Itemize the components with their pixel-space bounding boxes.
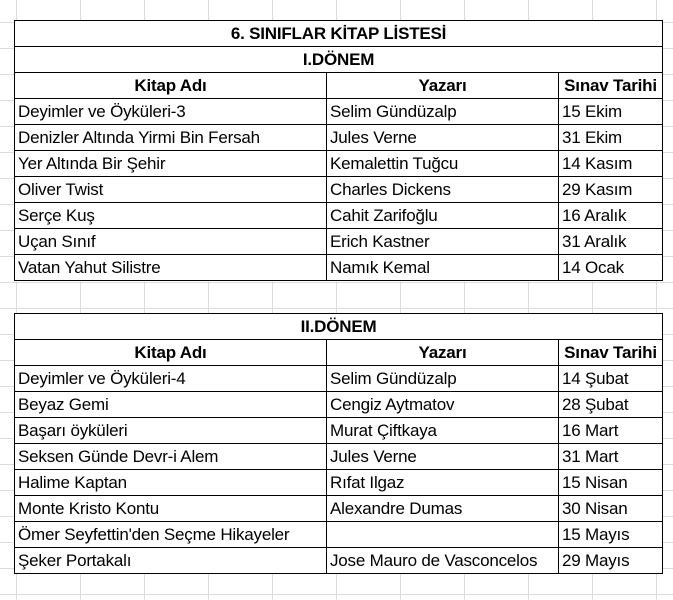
book-cell[interactable]: Oliver Twist bbox=[15, 177, 327, 203]
author-cell[interactable]: Selim Gündüzalp bbox=[327, 99, 559, 125]
term-1-heading[interactable]: I.DÖNEM bbox=[15, 47, 663, 73]
table-row bbox=[15, 151, 663, 177]
exam-date-cell[interactable]: 16 Mart bbox=[559, 418, 663, 444]
book-cell[interactable]: Deyimler ve Öyküleri-3 bbox=[15, 99, 327, 125]
author-cell[interactable]: Rıfat Ilgaz bbox=[327, 470, 559, 496]
author-cell[interactable]: Jules Verne bbox=[327, 125, 559, 151]
header-row bbox=[15, 73, 663, 99]
term-2-table bbox=[14, 313, 663, 574]
exam-date-cell[interactable]: 30 Nisan bbox=[559, 496, 663, 522]
term-row bbox=[15, 314, 663, 340]
table-row bbox=[15, 366, 663, 392]
exam-date-cell[interactable]: 31 Aralık bbox=[559, 229, 663, 255]
book-cell[interactable]: Yer Altında Bir Şehir bbox=[15, 151, 327, 177]
author-cell[interactable]: Charles Dickens bbox=[327, 177, 559, 203]
book-cell[interactable]: Şeker Portakalı bbox=[15, 548, 327, 574]
book-cell[interactable]: Uçan Sınıf bbox=[15, 229, 327, 255]
book-cell[interactable]: Denizler Altında Yirmi Bin Fersah bbox=[15, 125, 327, 151]
exam-date-cell[interactable]: 16 Aralık bbox=[559, 203, 663, 229]
exam-date-cell[interactable]: 14 Ocak bbox=[559, 255, 663, 281]
header-book[interactable]: Kitap Adı bbox=[15, 73, 327, 99]
author-cell[interactable]: Cahit Zarifoğlu bbox=[327, 203, 559, 229]
author-cell[interactable]: Erich Kastner bbox=[327, 229, 559, 255]
book-cell[interactable]: Vatan Yahut Silistre bbox=[15, 255, 327, 281]
author-cell[interactable]: Cengiz Aytmatov bbox=[327, 392, 559, 418]
header-author[interactable]: Yazarı bbox=[327, 340, 559, 366]
header-exam-date[interactable]: Sınav Tarihi bbox=[559, 73, 663, 99]
term-row bbox=[15, 47, 663, 73]
exam-date-cell[interactable]: 14 Şubat bbox=[559, 366, 663, 392]
author-cell[interactable]: Jules Verne bbox=[327, 444, 559, 470]
table-row bbox=[15, 125, 663, 151]
author-cell[interactable]: Namık Kemal bbox=[327, 255, 559, 281]
exam-date-cell[interactable]: 29 Kasım bbox=[559, 177, 663, 203]
exam-date-cell[interactable]: 15 Ekim bbox=[559, 99, 663, 125]
title-row bbox=[15, 21, 663, 47]
author-cell[interactable]: Jose Mauro de Vasconcelos bbox=[327, 548, 559, 574]
table-row bbox=[15, 444, 663, 470]
table-row bbox=[15, 496, 663, 522]
term-2-rows bbox=[15, 366, 663, 574]
exam-date-cell[interactable]: 28 Şubat bbox=[559, 392, 663, 418]
author-cell[interactable] bbox=[327, 522, 559, 548]
table-row bbox=[15, 255, 663, 281]
author-cell[interactable]: Murat Çiftkaya bbox=[327, 418, 559, 444]
table-row bbox=[15, 548, 663, 574]
book-cell[interactable]: Beyaz Gemi bbox=[15, 392, 327, 418]
table-row bbox=[15, 229, 663, 255]
table-row bbox=[15, 522, 663, 548]
table-row bbox=[15, 177, 663, 203]
book-cell[interactable]: Deyimler ve Öyküleri-4 bbox=[15, 366, 327, 392]
header-author[interactable]: Yazarı bbox=[327, 73, 559, 99]
author-cell[interactable]: Alexandre Dumas bbox=[327, 496, 559, 522]
exam-date-cell[interactable]: 31 Ekim bbox=[559, 125, 663, 151]
exam-date-cell[interactable]: 29 Mayıs bbox=[559, 548, 663, 574]
header-book[interactable]: Kitap Adı bbox=[15, 340, 327, 366]
table-row bbox=[15, 470, 663, 496]
header-row bbox=[15, 340, 663, 366]
term-1-table bbox=[14, 20, 663, 281]
exam-date-cell[interactable]: 14 Kasım bbox=[559, 151, 663, 177]
book-cell[interactable]: Başarı öyküleri bbox=[15, 418, 327, 444]
table-row bbox=[15, 418, 663, 444]
exam-date-cell[interactable]: 15 Mayıs bbox=[559, 522, 663, 548]
term-1-rows bbox=[15, 99, 663, 281]
table-row bbox=[15, 392, 663, 418]
book-cell[interactable]: Seksen Günde Devr-i Alem bbox=[15, 444, 327, 470]
table-row bbox=[15, 203, 663, 229]
book-cell[interactable]: Monte Kristo Kontu bbox=[15, 496, 327, 522]
author-cell[interactable]: Selim Gündüzalp bbox=[327, 366, 559, 392]
book-cell[interactable]: Ömer Seyfettin'den Seçme Hikayeler bbox=[15, 522, 327, 548]
header-exam-date[interactable]: Sınav Tarihi bbox=[559, 340, 663, 366]
page-title[interactable]: 6. SINIFLAR KİTAP LİSTESİ bbox=[15, 21, 663, 47]
table-row bbox=[15, 99, 663, 125]
book-cell[interactable]: Serçe Kuş bbox=[15, 203, 327, 229]
book-cell[interactable]: Halime Kaptan bbox=[15, 470, 327, 496]
author-cell[interactable]: Kemalettin Tuğcu bbox=[327, 151, 559, 177]
exam-date-cell[interactable]: 15 Nisan bbox=[559, 470, 663, 496]
exam-date-cell[interactable]: 31 Mart bbox=[559, 444, 663, 470]
term-2-heading[interactable]: II.DÖNEM bbox=[15, 314, 663, 340]
